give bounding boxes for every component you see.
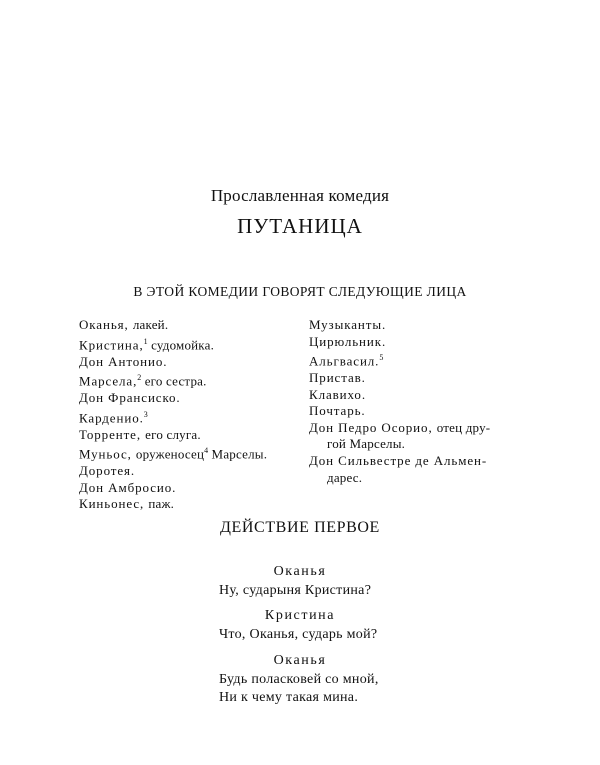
act-title: ДЕЙСТВИЕ ПЕРВОЕ <box>220 519 380 536</box>
character-name: Дон Франсиско. <box>79 390 181 406</box>
cast-item <box>309 403 539 420</box>
cast-list-left <box>79 317 304 513</box>
cast-item <box>309 370 539 387</box>
dialogue-line: Ни к чему такая мина. <box>219 690 359 705</box>
cast-item <box>79 354 304 371</box>
cast-item <box>309 317 539 334</box>
character-name: Дон Педро Осорио, <box>309 419 437 435</box>
character-name: Оканья, <box>79 317 133 332</box>
cast-item <box>79 463 304 480</box>
character-description: отец дру- <box>436 419 491 435</box>
character-description: дарес. <box>327 469 363 485</box>
play-title: ПУТАНИЦА <box>237 214 363 238</box>
footnote-marker: 5 <box>379 353 384 363</box>
speaker-name: Оканья <box>273 564 327 579</box>
footnote-marker: 2 <box>137 373 142 383</box>
footnote-marker: 4 <box>204 446 209 456</box>
cast-item <box>309 350 539 370</box>
character-name: Торренте, <box>79 426 146 442</box>
character-name: Клавихо. <box>309 386 366 402</box>
cast-item <box>79 317 304 334</box>
character-name: Альгвасил. <box>309 353 380 369</box>
speaker-name: Кристина <box>264 608 336 623</box>
cast-list-right <box>309 317 539 486</box>
cast-item <box>79 427 304 444</box>
cast-item <box>309 334 539 351</box>
character-description: лакей. <box>132 317 169 332</box>
character-description: судомойка. <box>147 336 215 352</box>
character-name: Марсела, <box>79 373 138 389</box>
character-name: Пристав. <box>309 370 366 386</box>
dialogue-line: Будь поласковей со мной, <box>219 672 379 687</box>
cast-item <box>309 453 539 470</box>
dialogue-line: Ну, сударыня Кристина? <box>219 583 372 598</box>
character-description: оруженосец <box>135 446 205 462</box>
character-description: его сестра. <box>141 373 207 389</box>
character-name: Доротея. <box>79 463 136 479</box>
character-name: Карденио. <box>79 409 144 425</box>
character-name: Дон Антонио. <box>79 353 168 369</box>
cast-item <box>309 470 539 487</box>
footnote-marker: 1 <box>143 336 148 346</box>
character-name: Муньос, <box>79 446 136 462</box>
character-name: Дон Амбросио. <box>79 479 177 495</box>
character-name: Почтарь. <box>309 403 366 419</box>
cast-item <box>79 480 304 497</box>
character-name: Музыканты. <box>309 317 387 332</box>
cast-item <box>309 436 539 453</box>
dialogue-line: Что, Оканья, сударь мой? <box>219 627 378 642</box>
cast-item <box>79 496 304 513</box>
cast-item <box>79 407 304 427</box>
cast-item <box>79 334 304 354</box>
footnote-marker: 3 <box>143 409 148 419</box>
character-name: Киньонес, <box>79 496 149 512</box>
character-name: Цирюльник. <box>309 333 387 349</box>
character-name: Кристина, <box>79 336 144 352</box>
play-subtitle: Прославленная комедия <box>210 186 390 205</box>
character-description: его слуга. <box>145 426 201 442</box>
cast-item <box>309 420 539 437</box>
cast-heading: В ЭТОЙ КОМЕДИИ ГОВОРЯТ СЛЕДУЮЩИЕ ЛИЦА <box>133 284 467 299</box>
character-name: Дон Сильвестре де Альмен- <box>309 453 488 469</box>
cast-item <box>309 387 539 404</box>
character-description: гой Марселы. <box>327 436 406 452</box>
character-description: паж. <box>148 496 175 512</box>
speaker-name: Оканья <box>273 653 327 668</box>
cast-item <box>79 370 304 390</box>
character-description: Марселы. <box>208 446 268 462</box>
cast-item <box>79 443 304 463</box>
cast-item <box>79 390 304 407</box>
